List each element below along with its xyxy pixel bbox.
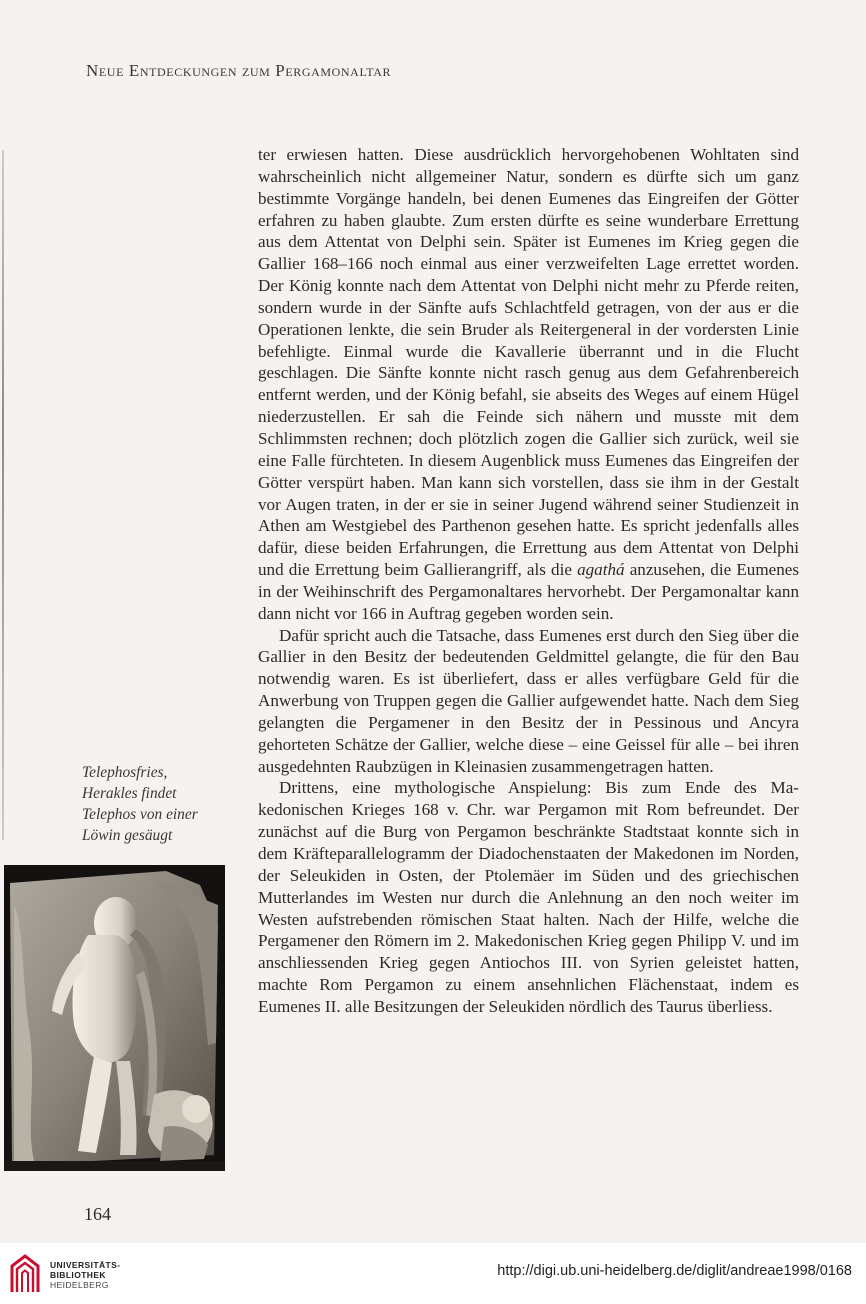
paragraph-1-tail: anzusehen, die Eumenes in der Weihinschrift des Pergamonaltares hervorhebt. Der Pergamonaltar kann dann nicht vor 166 in Auftrag gegeben worden sein. [258, 560, 799, 623]
paragraph-1 [258, 144, 799, 625]
ub-heidelberg-logo-icon [8, 1252, 42, 1296]
ub-heidelberg-wordmark [50, 1260, 120, 1290]
page-number: 164 [84, 1204, 111, 1224]
greek-term: agathá [577, 560, 625, 580]
gutter-shadow [2, 150, 4, 840]
caption-line: Löwin gesäugt [82, 827, 173, 844]
logo-line: UNIVERSITÄTS- [50, 1260, 121, 1270]
relief-illustration [4, 865, 225, 1171]
logo-line: HEIDELBERG [50, 1280, 109, 1290]
running-head: Neue Entdeckungen zum Pergamonaltar [86, 61, 392, 80]
logo-line: BIBLIOTHEK [50, 1270, 106, 1280]
digitization-footer [0, 1243, 866, 1304]
permalink-url[interactable]: http://digi.ub.uni-heidelberg.de/diglit/andreae1998/0168 [497, 1263, 852, 1279]
caption-line: Herakles findet [82, 785, 177, 802]
body-text [258, 144, 799, 1018]
paragraph-2: Dafür spricht auch die Tatsache, dass Eumenes erst durch den Sieg über die Gallier in den Besitz der bedeutenden Geldmittel gelangte, die für den Bau notwendig waren. Es ist überliefert, dass er alles verfügbare Geld für die Anwerbung von Truppen gegen die Gallier aufgewendet hatte. Nach dem Sieg gelangten die Pergamener in den Besitz der in Pessinous und Ancyra gehorteten Schätze der Gallier, welche diese – eine Geissel für alle – bei ihren ausgedehnten Raubzügen in Kleinasien zusammengetragen hatten. [258, 625, 799, 776]
paragraph-3: Drittens, eine mythologische Anspielung: Bis zum Ende des Makedonischen Krieges 168 v. Chr. war Pergamon mit Rom befreundet. Der zunächst auf die Burg von Pergamon beschränkte Stadtstaat konnte sich in dem Kräfteparallelogramm der Diadochenstaaten der Makedonen im Norden, der Seleukiden in Osten, der Ptolemäer im Süden und des griechischen Mutterlandes im Westen nur durch die Anlehnung an den noch weiter im Westen aufstrebenden römischen Staat halten. Nach der Hilfe, welche die Pergamener den Römern im 2. Makedonischen Krieg gegen Philipp V. und im anschliessenden Krieg gegen Antiochos III. von Syrien geleistet hatten, machte Rom Pergamon zu einem ansehnlichen Flächenstaat, indem es Eumenes II. alle Besitzungen der Seleukiden nördlich des Taurus überliess. [258, 778, 799, 1016]
paragraph-1-text: ter erwiesen hatten. Diese ausdrücklich hervorgehobenen Wohltaten sind wahrscheinlich nicht allgemeiner Natur, sondern es dürfte sich um ganz bestimmte Vorgänge handeln, bei denen Eumenes das Eingreifen der Götter erfahren zu haben glaubte. Zum ersten dürfte es seine wunderbare Errettung aus dem Attentat von Delphi sein. Später ist Eumenes im Krieg gegen die Gallier 168–166 noch einmal aus einer verzweifelten Lage errettet worden. Der König konnte nach dem Attentat von Delphi nicht mehr zu Pferde reiten, sondern wurde in der Sänfte aufs Schlachtfeld getragen, von der aus er die Operationen lenkte, die sein Bruder als Reitergeneral in der vordersten Linie befehligte. Einmal wurde die Kavallerie überrannt und in die Flucht geschlagen. Die Sänfte konnte nicht rasch genug aus dem Gefahrenbereich entfernt werden, und der König befahl, sie abseits des Weges auf einem Hügel niederzustellen. Er sah die Feinde sich nähern und musste mit dem Schlimmsten rechnen; doch plötzlich zogen die Gallier sich zurück, weil sie eine Falle fürchteten. In diesem Augenblick muss Eumenes das Eingreifen der Götter verspürt haben. Man kann sich vorstellen, dass sie ihm in der Gestalt vor Augen traten, in der er sie in seiner Jugend während seiner Studienzeit in Athen am Westgiebel des Parthenon gesehen hatte. Es spricht jedenfalls alles dafür, diese beiden Erfahrungen, die Errettung aus dem Attentat von Delphi und die Errettung beim Gallierangriff, als die [258, 145, 799, 580]
caption-line: Telephosfries, [82, 764, 168, 781]
caption-line: Telephos von einer [82, 806, 198, 823]
relief-photo [4, 865, 225, 1171]
figure-caption [82, 762, 212, 846]
